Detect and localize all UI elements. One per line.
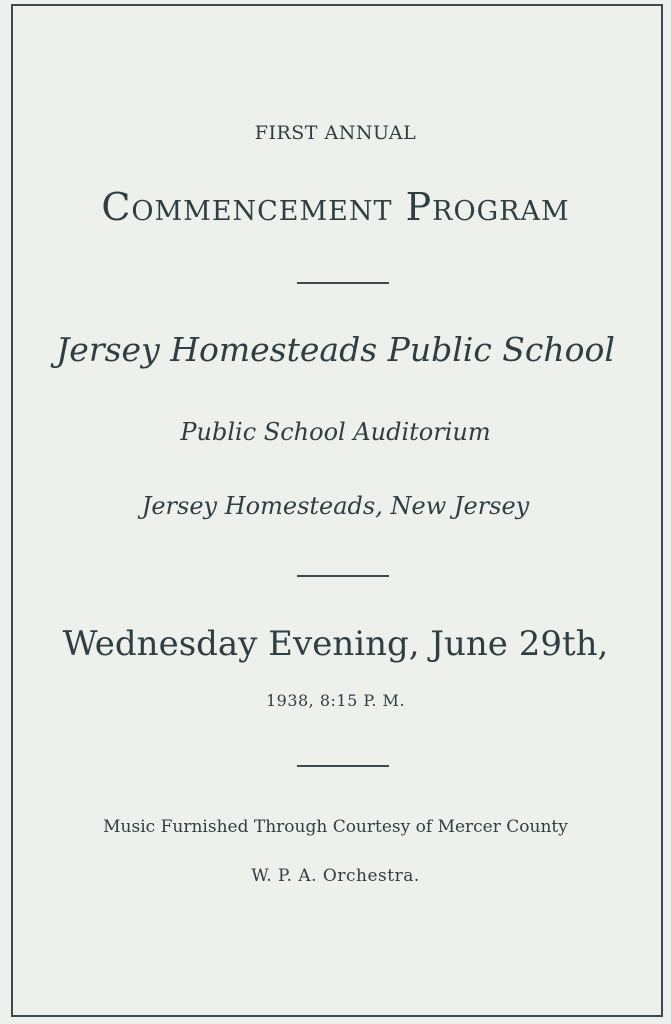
program-subtitle: FIRST ANNUAL xyxy=(254,122,417,144)
divider-rule xyxy=(297,765,389,767)
venue-name: Public School Auditorium xyxy=(180,418,491,446)
music-credit: Music Furnished Through Courtesy of Mercer County xyxy=(103,817,568,837)
divider-rule xyxy=(297,575,389,577)
orchestra-name: W. P. A. Orchestra. xyxy=(251,866,420,886)
school-name: Jersey Homesteads Public School xyxy=(56,330,615,369)
venue-location: Jersey Homesteads, New Jersey xyxy=(141,492,530,520)
event-time: 1938, 8:15 P. M. xyxy=(265,691,406,710)
event-date: Wednesday Evening, June 29th, xyxy=(62,624,609,664)
program-title: Commencement Program xyxy=(101,185,570,229)
divider-rule xyxy=(297,282,389,284)
